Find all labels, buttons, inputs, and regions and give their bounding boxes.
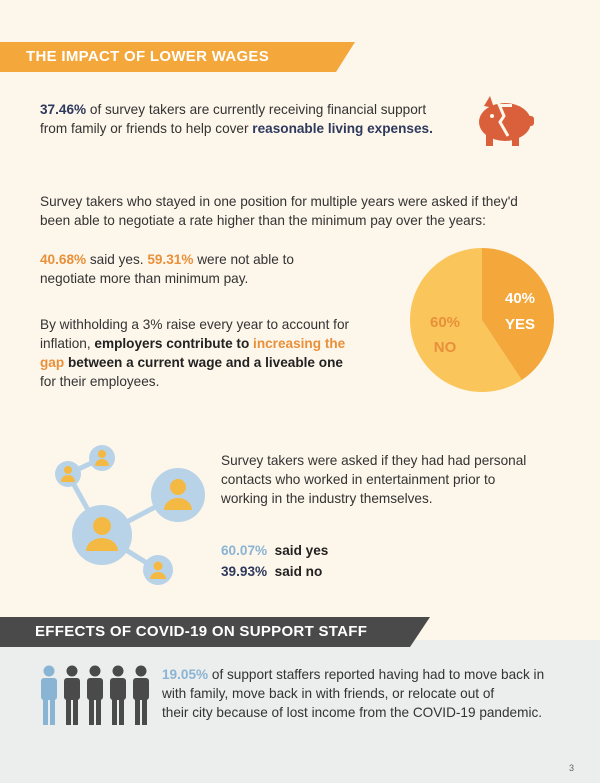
person-icon xyxy=(87,666,103,726)
negotiate-intro-line2: been able to negotiate a rate higher than the minimum pay over the years: xyxy=(40,213,486,228)
network-people-icon xyxy=(50,440,220,595)
no-text2: negotiate more than minimum pay. xyxy=(40,271,249,286)
withhold-line1: By withholding a 3% raise every year to account for xyxy=(40,317,350,332)
pie-yes-pct: 40% xyxy=(504,290,536,307)
people-row-icon xyxy=(38,665,156,727)
covid-line1: of support staffers reported having had to move back in xyxy=(208,667,545,682)
contacts-yes-pct: 60.07% xyxy=(221,543,268,558)
contacts-no-label: said no xyxy=(274,564,323,579)
no-text: were not able to xyxy=(193,252,294,267)
withhold-line4: for their employees. xyxy=(40,374,160,389)
negotiate-intro-line1: Survey takers who stayed in one position for multiple years were asked if they'd xyxy=(40,194,518,209)
negotiate-intro xyxy=(40,192,580,230)
pie-yes-label: YES xyxy=(504,316,536,333)
yes-text: said yes. xyxy=(86,252,148,267)
person-icon-highlighted xyxy=(41,666,57,726)
section-banner-covid xyxy=(0,617,430,647)
withhold-line2b: employers contribute to xyxy=(94,336,254,351)
person-icon xyxy=(133,666,149,726)
covid-line2: with family, move back in with friends, or relocate out of xyxy=(162,686,495,701)
section-banner-wages xyxy=(0,42,355,72)
withhold-line3a: gap xyxy=(40,355,65,370)
page-number: 3 xyxy=(568,763,574,773)
pie-no-pct: 60% xyxy=(429,314,461,331)
withhold-paragraph xyxy=(40,315,390,391)
contacts-results xyxy=(221,540,421,582)
covid-line3: their city because of lost income from the COVID-19 pandemic. xyxy=(162,705,543,720)
yes-pct: 40.68% xyxy=(40,252,87,267)
section-title: THE IMPACT OF LOWER WAGES xyxy=(26,48,270,65)
support-text1: of survey takers are currently receiving financial support xyxy=(86,102,427,117)
contacts-yes-label: said yes xyxy=(274,543,329,558)
contacts-line3: working in the industry themselves. xyxy=(221,491,433,506)
covid-paragraph xyxy=(162,665,582,722)
person-icon xyxy=(110,666,126,726)
withhold-line2c: increasing the xyxy=(253,336,346,351)
covid-pct: 19.05% xyxy=(162,667,209,682)
negotiate-result xyxy=(40,250,380,288)
contacts-line2: contacts who worked in entertainment prior to xyxy=(221,472,496,487)
no-pct: 59.31% xyxy=(147,252,194,267)
pie-no-label: NO xyxy=(433,339,457,356)
contacts-no-pct: 39.93% xyxy=(221,564,268,579)
person-icon xyxy=(64,666,80,726)
support-text2: from family or friends to help cover xyxy=(40,121,253,136)
covid-section-title: EFFECTS OF COVID-19 ON SUPPORT STAFF xyxy=(35,623,368,640)
support-pct: 37.46% xyxy=(40,102,87,117)
withhold-line2a: inflation, xyxy=(40,336,95,351)
withhold-line3b: between a current wage and a liveable one xyxy=(64,355,343,370)
piggy-bank-icon xyxy=(470,92,540,148)
support-paragraph xyxy=(40,100,460,138)
contacts-line1: Survey takers were asked if they had had personal xyxy=(221,453,527,468)
support-bold: reasonable living expenses. xyxy=(252,121,433,136)
contacts-paragraph xyxy=(221,451,571,508)
yes-no-pie-chart xyxy=(400,245,564,395)
